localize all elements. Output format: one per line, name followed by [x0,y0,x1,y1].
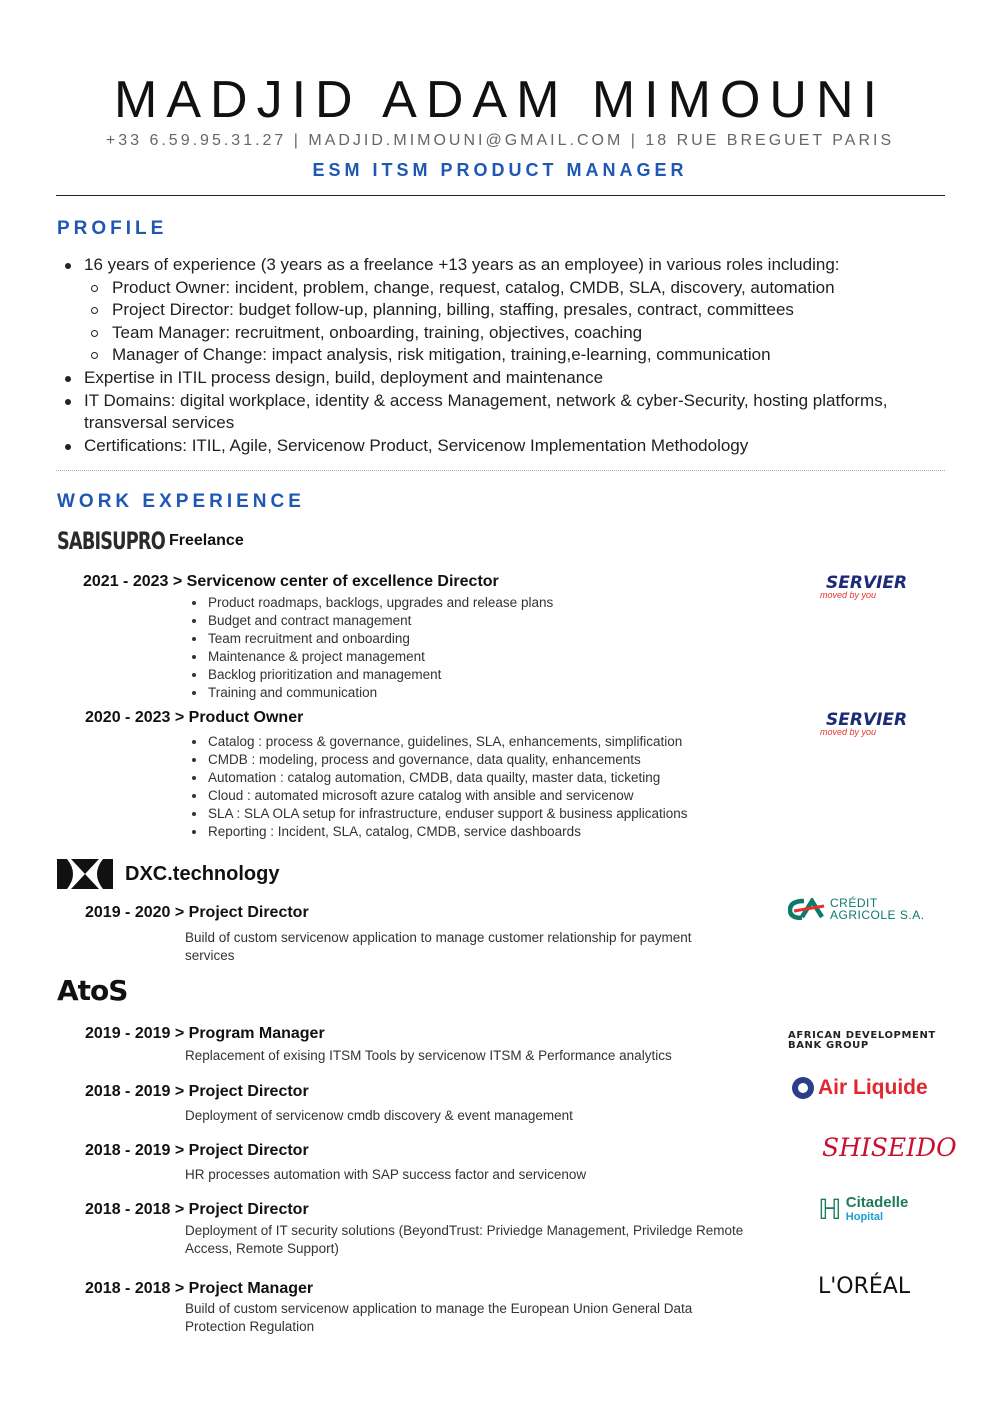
profile-item: Certifications: ITIL, Agile, Servicenow Product, Servicenow Implementation Methodology [62,435,922,458]
job-bullet: Team recruitment and onboarding [190,630,750,648]
job-bullet: Product roadmaps, backlogs, upgrades and release plans [190,594,750,612]
citadelle-line1: Citadelle [845,1193,909,1211]
job-title: 2021 - 2023 > Servicenow center of excellence Director [83,573,499,590]
job-bullets [190,594,750,702]
job-description: Build of custom servicenow application to manage the European Union General Data Protection Regulation [185,1301,693,1334]
dxc-mark-icon [57,857,113,891]
shiseido-logo: SHISEIDO [822,1133,957,1162]
job-bullet: CMDB : modeling, process and governance, data quality, enhancements [190,751,750,769]
job-bullet: SLA : SLA OLA setup for infrastructure, enduser support & business applications [190,805,750,823]
job-bullet: Cloud : automated microsoft azure catalog with ansible and servicenow [190,787,750,805]
servier-wordmark: SERVIER [826,573,908,593]
citadelle-line2: Hopital [845,1210,884,1223]
job-description: Deployment of IT security solutions (BeyondTrust: Priviedge Management, Priviledge Remote Access, Remote Support) [185,1223,744,1256]
atos-logo: AtoS [57,974,128,1007]
job-bullet: Maintenance & project management [190,648,750,666]
job-role-title: ESM ITSM PRODUCT MANAGER [312,160,688,180]
profile-section-title: PROFILE [57,218,168,239]
afdb-logo [788,1031,936,1051]
air-liquide-mark-icon [792,1077,814,1099]
job-title: 2019 - 2019 > Program Manager [85,1025,325,1042]
job-title: 2018 - 2018 > Project Manager [85,1280,314,1297]
credit-agricole-logo [788,897,925,921]
citadelle-logo [818,1193,908,1226]
sabisupro-logo: SABISUPRO [57,527,165,555]
credit-agricole-mark-icon [788,898,826,920]
profile-subitem: Team Manager: recruitment, onboarding, training, objectives, coaching [62,322,922,345]
header-divider [56,195,945,196]
job-bullet: Training and communication [190,684,750,702]
servier-wordmark: SERVIER [826,710,908,730]
company-dxc [57,857,279,891]
citadelle-mark-icon: ℍ [818,1193,842,1226]
afdb-line2: BANK GROUP [788,1040,869,1051]
loreal-logo: L'ORÉAL [818,1274,911,1299]
work-experience-section-title: WORK EXPERIENCE [57,491,305,512]
job-title: 2018 - 2018 > Project Director [85,1201,309,1218]
job-title: 2018 - 2019 > Project Director [85,1142,309,1159]
profile-item: 16 years of experience (3 years as a freelance +13 years as an employee) in various roles including: [62,254,922,277]
job-description: HR processes automation with SAP success factor and servicenow [185,1167,587,1182]
profile-list [62,254,922,457]
company-atos [57,974,127,1007]
job-bullet: Catalog : process & governance, guidelines, SLA, enhancements, simplification [190,733,750,751]
company-label: Freelance [169,532,244,549]
job-bullet: Budget and contract management [190,612,750,630]
profile-subitem: Manager of Change: impact analysis, risk mitigation, training,e-learning, communication [62,344,922,367]
dxc-logo: DXC.technology [125,862,280,885]
servier-logo [820,710,936,737]
job-description: Build of custom servicenow application to manage customer relationship for payment services [185,930,692,963]
air-liquide-logo [792,1076,928,1100]
job-bullets [190,733,750,841]
job-description: Deployment of servicenow cmdb discovery & event management [185,1108,573,1123]
company-sabisupro [57,527,244,555]
contact-line: +33 6.59.95.31.27 | MADJID.MIMOUNI@GMAIL.COM | 18 RUE BREGUET PARIS [105,132,895,149]
job-description: Replacement of exising ITSM Tools by servicenow ITSM & Performance analytics [185,1048,672,1063]
profile-subitem: Project Director: budget follow-up, planning, billing, staffing, presales, contract, committees [62,299,922,322]
profile-subitem: Product Owner: incident, problem, change, request, catalog, CMDB, SLA, discovery, automation [62,277,922,300]
section-divider [56,470,945,471]
servier-tagline: moved by you [820,590,877,600]
profile-item: IT Domains: digital workplace, identity & access Management, network & cyber-Security, hosting platforms, transversal services [62,390,922,435]
job-title: 2019 - 2020 > Project Director [85,904,309,921]
job-bullet: Reporting : Incident, SLA, catalog, CMDB, service dashboards [190,823,750,841]
servier-logo [820,573,936,600]
candidate-name: MADJID ADAM MIMOUNI [114,71,886,129]
job-title: 2018 - 2019 > Project Director [85,1083,309,1100]
air-liquide-wordmark: Air Liquide [818,1076,928,1099]
servier-tagline: moved by you [820,727,877,737]
credit-agricole-line1: CRÉDIT [830,896,878,910]
profile-item: Expertise in ITIL process design, build, deployment and maintenance [62,367,922,390]
afdb-line1: AFRICAN DEVELOPMENT [788,1030,936,1041]
job-bullet: Backlog prioritization and management [190,666,750,684]
job-title: 2020 - 2023 > Product Owner [85,709,304,726]
credit-agricole-line2: AGRICOLE S.A. [830,908,925,922]
job-bullet: Automation : catalog automation, CMDB, data quailty, master data, ticketing [190,769,750,787]
